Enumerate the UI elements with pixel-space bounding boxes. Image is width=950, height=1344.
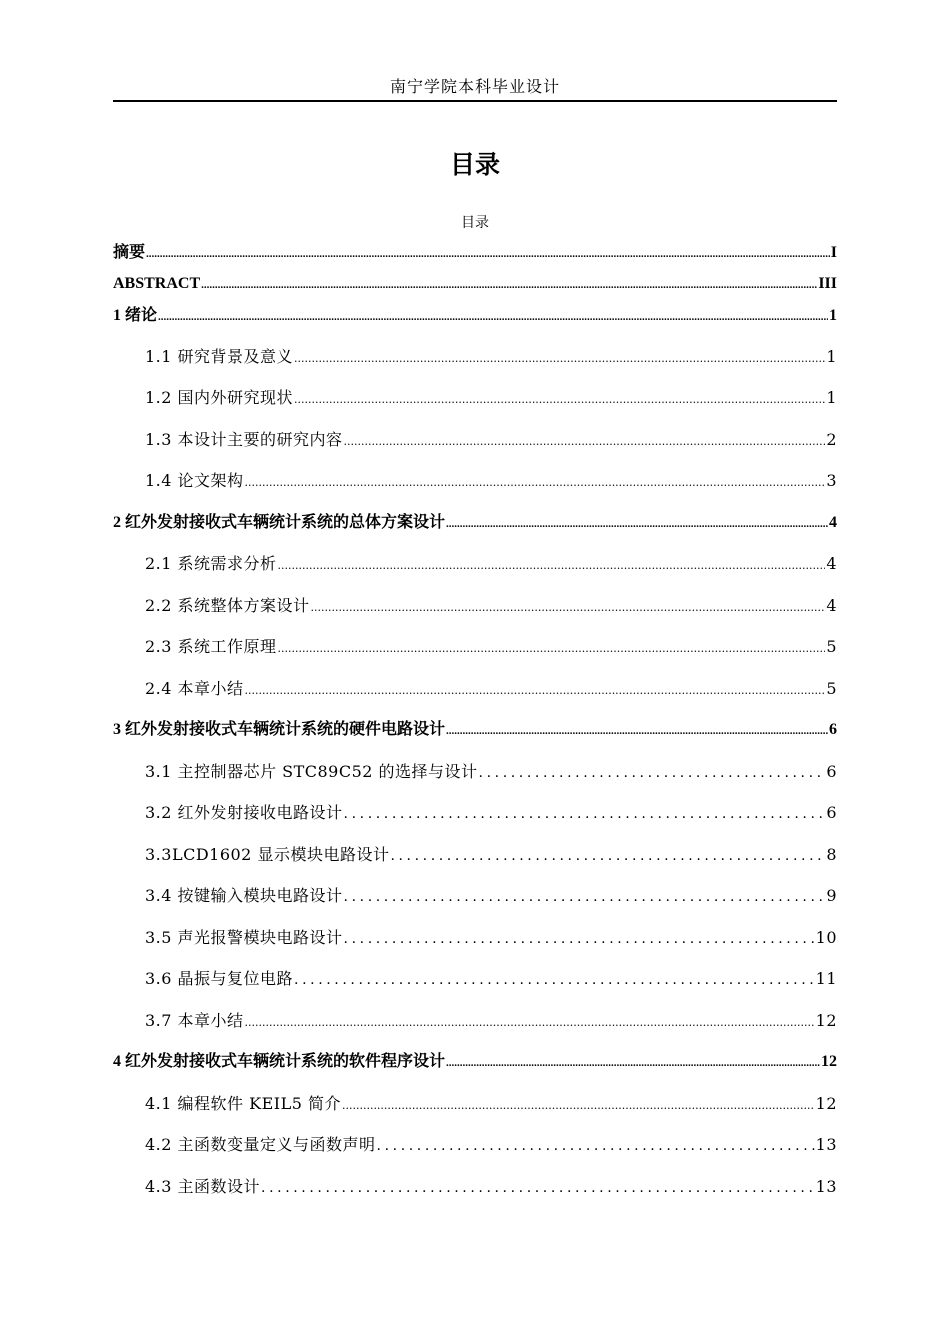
toc-dot-leader [278,639,826,659]
toc-entry-text: 2.3 系统工作原理 [145,637,277,656]
toc-page-number: 12 [821,1053,837,1070]
toc-page-number: I [830,244,837,261]
toc-entry-3-7[interactable] [145,1011,837,1033]
toc-entry-1-1[interactable] [145,347,837,369]
toc-entry-text: ABSTRACT [113,275,201,292]
toc-page-number: 3 [826,471,837,490]
toc-entry-3-6[interactable] [145,969,837,990]
toc-dot-leader [158,307,828,327]
toc-dot-leader [446,721,828,741]
toc-page-number: 1 [826,388,837,407]
toc-dot-leader [278,556,826,576]
toc-dot-leader [344,929,815,949]
toc-dot-leader [261,1178,815,1198]
toc-entry-chapter-1[interactable] [113,306,837,327]
toc-entry-1-2[interactable] [145,388,837,410]
toc-page-number: 11 [815,969,837,988]
toc-dot-leader [390,846,825,866]
toc-entry-text: 3.3LCD1602 显示模块电路设计 [145,845,390,864]
toc-entry-text: 4 红外发射接收式车辆统计系统的软件程序设计 [113,1053,446,1070]
toc-dot-leader [479,763,826,783]
toc-page-number: 5 [826,679,837,698]
toc-entry-2-2[interactable] [145,596,837,618]
toc-entry-4-3[interactable] [145,1177,837,1198]
toc-page-number: 13 [815,1135,837,1154]
toc-page-number: 4 [829,514,837,531]
toc-page-number: 1 [829,307,837,324]
toc-entry-text: 1.1 研究背景及意义 [145,347,294,366]
toc-dot-leader [311,598,826,618]
toc-dot-leader [446,514,828,534]
toc-page-number: 5 [826,637,837,656]
toc-dot-leader [245,1013,815,1033]
toc-entry-text: 3.5 声光报警模块电路设计 [145,928,343,947]
toc-entry-2-3[interactable] [145,637,837,659]
toc-page-number: 12 [815,1011,837,1030]
toc-dot-leader [377,1136,815,1156]
toc-entry-2-1[interactable] [145,554,837,576]
toc-dot-leader [201,275,817,295]
toc-entry-3-4[interactable] [145,886,837,907]
toc-dot-leader [245,473,826,493]
toc-entry-2-4[interactable] [145,679,837,701]
toc-entry-text: 2.1 系统需求分析 [145,554,277,573]
toc-entry-text: 3.4 按键输入模块电路设计 [145,886,343,905]
toc-page-number: 4 [826,596,837,615]
toc-entry-text: 3.2 红外发射接收电路设计 [145,803,343,822]
toc-entry-3-1[interactable] [145,762,837,783]
toc-entry-text: 3.7 本章小结 [145,1011,244,1030]
page-header: 南宁学院本科毕业设计 [389,77,560,96]
toc-entry-3-3[interactable] [145,845,837,866]
toc-entry-text: 1.4 论文架构 [145,471,244,490]
toc-dot-leader [344,887,826,907]
toc-page-number: 9 [826,886,837,905]
toc-entry-1-4[interactable] [145,471,837,493]
toc-entry-text: 1 绪论 [113,307,158,324]
toc-page-number: 6 [829,721,837,738]
toc-dot-leader [146,244,830,264]
toc-entry-text: 4.3 主函数设计 [145,1177,261,1196]
toc-entry-text: 3.6 晶振与复位电路 [145,969,294,988]
page-title: 目录 [449,150,500,179]
toc-page-number: 12 [815,1094,837,1113]
toc-page-number: III [818,275,837,292]
toc-dot-leader [294,970,815,990]
toc-entry-text: 1.3 本设计主要的研究内容 [145,430,343,449]
toc-entry-abstract-en[interactable] [113,274,837,295]
toc-dot-leader [446,1053,820,1073]
toc-dot-leader [294,390,825,410]
toc-page-number: 4 [826,554,837,573]
toc-entry-chapter-4[interactable] [113,1052,837,1073]
toc-caption: 目录 [461,215,489,231]
toc-page-number: 6 [826,803,837,822]
toc-entry-chapter-3[interactable] [113,720,837,741]
toc-page-number: 6 [826,762,837,781]
toc-dot-leader [342,1096,815,1116]
toc-page-number: 10 [815,928,837,947]
toc-dot-leader [344,804,826,824]
toc-dot-leader [344,432,826,452]
toc-entry-chapter-2[interactable] [113,513,837,534]
toc-entry-3-5[interactable] [145,928,837,949]
toc-entry-text: 2 红外发射接收式车辆统计系统的总体方案设计 [113,514,446,531]
toc-entry-4-1[interactable] [145,1094,837,1116]
toc-entry-3-2[interactable] [145,803,837,824]
toc-entry-text: 2.4 本章小结 [145,679,244,698]
toc-entry-4-2[interactable] [145,1135,837,1156]
toc-entry-text: 3 红外发射接收式车辆统计系统的硬件电路设计 [113,721,446,738]
toc-page-number: 2 [826,430,837,449]
toc-entry-text: 4.2 主函数变量定义与函数声明 [145,1135,376,1154]
toc-entry-1-3[interactable] [145,430,837,452]
toc-entry-abstract-cn[interactable] [113,243,837,264]
toc-entry-text: 2.2 系统整体方案设计 [145,596,310,615]
toc-dot-leader [245,681,826,701]
toc-page-number: 8 [826,845,837,864]
toc-entry-text: 4.1 编程软件 KEIL5 简介 [145,1094,341,1113]
toc-entry-text: 3.1 主控制器芯片 STC89C52 的选择与设计 [145,762,478,781]
toc-dot-leader [294,349,825,369]
toc-page-number: 1 [826,347,837,366]
header-divider [113,100,837,102]
toc-entry-text: 1.2 国内外研究现状 [145,388,294,407]
toc-page-number: 13 [815,1177,837,1196]
toc-entry-text: 摘要 [113,244,146,261]
